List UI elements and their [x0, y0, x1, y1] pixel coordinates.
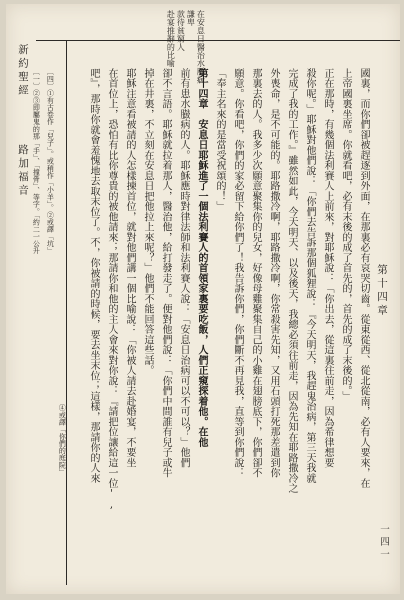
body-line-4: 完成了我的工作。』雖然如此，今天明天、以及後天，我總必須往前走，因為先知在耶路撒冷之 — [286, 68, 297, 494]
side-note-1: 謙卑 — [186, 10, 196, 27]
body-line-11: 卻不言語。耶穌就拉着那人，醫治他，給打發走了。便對他們說：「你們中間誰有兒子或牛 — [160, 68, 171, 478]
body-line-9: 第十四章 安息日耶穌進了一個法利賽人的首領家裏要吃飯，人們正窺探着他。在他 — [196, 68, 207, 448]
body-line-8: 「奉主名來的是當受祝頌的！」 — [214, 68, 225, 212]
header-rule — [36, 40, 400, 41]
footer-rule — [66, 40, 67, 585]
side-note-0: 在安息日醫治水腫病 — [196, 10, 206, 84]
footnote-0: 〔一〕②③即屬鬼的那「手」、「撞骨」、等字。「約二一公升 — [32, 68, 41, 255]
body-line-15: 吧』，那時你就會羞愧地去取末位了。不，你被請的時候，要去坐末位；這樣，那請你的人來 — [88, 68, 99, 484]
body-line-3: 殺你呢。」耶穌對他們說：「你們去告訴那個狐狸說：『今天明天，我趕鬼治病，第三天我就 — [304, 68, 315, 484]
chapter-heading: 第十四章 — [376, 264, 388, 318]
body-line-10: 前有患水臌病的人。耶穌應時對律法師和法利賽人說：「安息日治病可以不可以？」他們 — [178, 68, 189, 468]
book-title: 新約聖經 — [17, 44, 29, 98]
body-line-5: 外喪命，是不可能的。耶路撒冷啊，耶路撒冷啊，你常殺害先知，又用石頭打死那差遣到你 — [268, 68, 279, 478]
body-line-12: 掉在井裏，不立刻在安息日把他拉上來呢？」他們不能回答這些話。 — [142, 68, 153, 376]
footnote-2: ④或譯「你們的庭院」 — [58, 404, 67, 476]
page-number: 一四一 — [378, 524, 389, 562]
footnote-1: 〔四〕①有古卷作「兒子」。或稍作「小羊」。②或譯「坑」 — [46, 68, 55, 255]
body-line-6: 那裏去的人。我多少次願意聚集你的兒女，好像母雞聚集自己的小雞在翅膀底下，你們卻不 — [250, 68, 261, 478]
body-line-2: 正在那時，有幾個法利賽人上前來，對耶穌說：「你出去，從這裏往前走，因為希律想要 — [322, 68, 333, 468]
body-line-0: 國裏，而你們卻被趕逐到外面，在那裏必有哀哭切齒。從東從西、從北從南，必有人要來，在 — [358, 68, 369, 489]
body-line-7: 願意。你看吧，你們的家必留下給你們了！我告訴你們，你們斷不再見我，直等到你們說： — [232, 68, 243, 478]
body-line-14: 在首位上，恐怕有比你尊貴的被他請來；那請你和他的主人會來對你說：『請把位讓給這一位', — [106, 68, 117, 511]
side-note-2: 款待貧窮人 — [176, 10, 186, 51]
scripture-page — [6, 4, 400, 594]
side-note-3: 赴宴推辭的比喻 — [166, 10, 176, 68]
body-line-1: 上帝國裏坐席。你就看吧，必有末後的成了首先的，首先的成了末後的。」 — [340, 68, 351, 402]
gospel-title: 路加福音 — [17, 144, 29, 198]
body-line-13: 耶穌注意看被請的人怎樣揀首位，就對他們講一個比喻說：「你被人請去赴婚宴，不要坐 — [124, 68, 135, 468]
